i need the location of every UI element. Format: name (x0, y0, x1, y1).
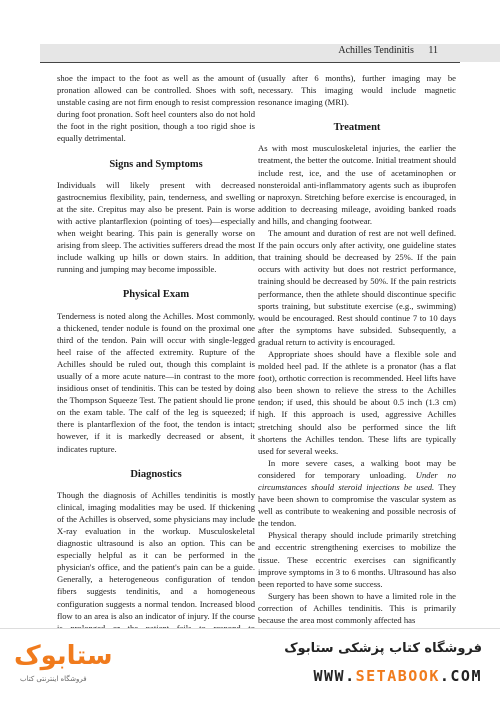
paragraph: Tenderness is noted along the Achilles. Most commonly, a thickened, tender nodule is found on the proximal one third of the tendon. Pain will occur with single-legged heel raise of the affected extremity. Rupture of the Achilles should be ruled out, though this complaint is usually of a more acute nature—in contrast to the more insidious onset of tendinitis. This can be tested by doing the Thompson Squeeze Test. The patient should lie prone on the exam table. The calf of the leg is squeezed; if there is plantarflexion of the foot, the tendon is intact; however, if it is markedly decreased or absent, it indicates rupture. (57, 310, 255, 454)
left-column (57, 72, 255, 646)
paragraph: Individuals will likely present with decreased gastrocnemius flexibility, pain, tenderness, and swelling at the site. Crepitus may also be present. Pain is worse with active plantarflexion (pointing of toes)—especially when weight bearing. This pain is generally worse on arising from sleep. The activities sufferers dread the most include walking up hills or down stairs. In addition, running and jumping may become impossible. (57, 179, 255, 275)
running-title: Achilles Tendinitis (338, 45, 414, 56)
paragraph: As with most musculoskeletal injuries, the earlier the treatment, the better the outcome. Initial treatment should include rest, ice, and the use of acetaminophen or nonsteroidal anti-inflammatory agents such as ibuprofen or naproxyn. Stretching before exercise is encouraged, in addition to decreasing mileage, avoiding banked roads and hills, and changing footwear. (258, 143, 456, 226)
logo-subtitle: فروشگاه اینترنتی کتاب (20, 675, 87, 683)
url-prefix: WWW. (313, 667, 356, 685)
text-run: They have been shown to compromise the vascular system as well as contribute to weakening and possible necrosis of the tendon. (258, 482, 456, 529)
running-header (338, 45, 438, 56)
section-heading-treatment: Treatment (333, 122, 381, 134)
paragraph (258, 457, 456, 530)
store-footer (0, 628, 500, 701)
paragraph: shoe the impact to the foot as well as the amount of pronation allowed can be controlled. Shoes with soft, unstable casing are not firm enough to resist compression during foot pronation. Soft heel counters also do not hold the foot in the right position, though a too rigid shoe is equally detrimental. (57, 73, 255, 144)
section-heading-exam: Physical Exam (122, 289, 190, 301)
emphasis-text: Under no circumstances should steroid injections be used. (258, 469, 456, 492)
paragraph: Appropriate shoes should have a flexible sole and molded heel pad. If the athlete is a pronator (has a flat foot), orthotic correction is recommended. Heel lifts have also been shown to relieve the stress to the Achilles tendon; if used, this should be about 0.5 inch (1.3 cm) high. If this approach is used, aggressive Achilles stretching should also be performed since the lift shortens the Achilles tendon. These lifts are typically used for several weeks. (258, 348, 456, 456)
store-name: فروشگاه کتاب پزشکی ستابوک (284, 641, 482, 656)
right-column (258, 72, 456, 626)
logo-text: ستابوک (14, 641, 113, 671)
paragraph: Though the diagnosis of Achilles tendinitis is mostly clinical, imaging modalities may be used. If thickening of the Achilles is observed, some physicians may include X-ray evaluation in the workup. Musculoskeletal diagnostic ultrasound is also an option. This can be especially helpful as it can be performed in the physician's office, and the patient's pain can be a guide. Generally, a heterogeneous configuration of tendon fibers suggests tendinitis, and a homogeneous configuration suggests a normal tendon. Increased blood flow to an area is also an indicator of injury. If the course (57, 489, 255, 621)
paragraph: The amount and duration of rest are not well defined. If the pain occurs only after activity, one guideline states that training should be decreased by 25%. If the pain occurs with activity but does not restrict performance, training should be decreased by 50%. If the pain restricts performance, then the athlete should discontinue specific sports training, but substitute exercise (e.g., swimming) would be encouraged. Rest should continue 7 to 10 days after the symptoms have subsided. Subsequently, a gradual return to activity is encouraged. (258, 228, 456, 347)
paragraph: Physical therapy should include primarily stretching and eccentric strengthening exercises to mobilize the tissue. These eccentric exercises can significantly improve symptoms in 3 to 6 months. Ultrasound has also been reported to have some success. (258, 530, 456, 589)
paragraph: Surgery has been shown to have a limited role in the correction of Achilles tendinitis. This is primarily because the area most commonly affected has (258, 590, 456, 626)
text-run: In more severe cases, a walking boot may be considered for temporary unloading. (258, 457, 456, 480)
page-header (0, 0, 500, 64)
paragraph: (usually after 6 months), further imaging may be necessary. This imaging would include magnetic resonance imaging (MRI). (258, 73, 456, 108)
store-logo[interactable] (14, 641, 113, 691)
page-number: 11 (428, 45, 438, 56)
url-suffix: .COM (439, 667, 482, 685)
header-rule (40, 62, 460, 63)
url-highlight: SETABOOK (355, 667, 440, 685)
section-heading-signs: Signs and Symptoms (109, 158, 203, 170)
section-heading-diagnostics: Diagnostics (130, 468, 182, 480)
store-url-link[interactable] (314, 667, 483, 685)
